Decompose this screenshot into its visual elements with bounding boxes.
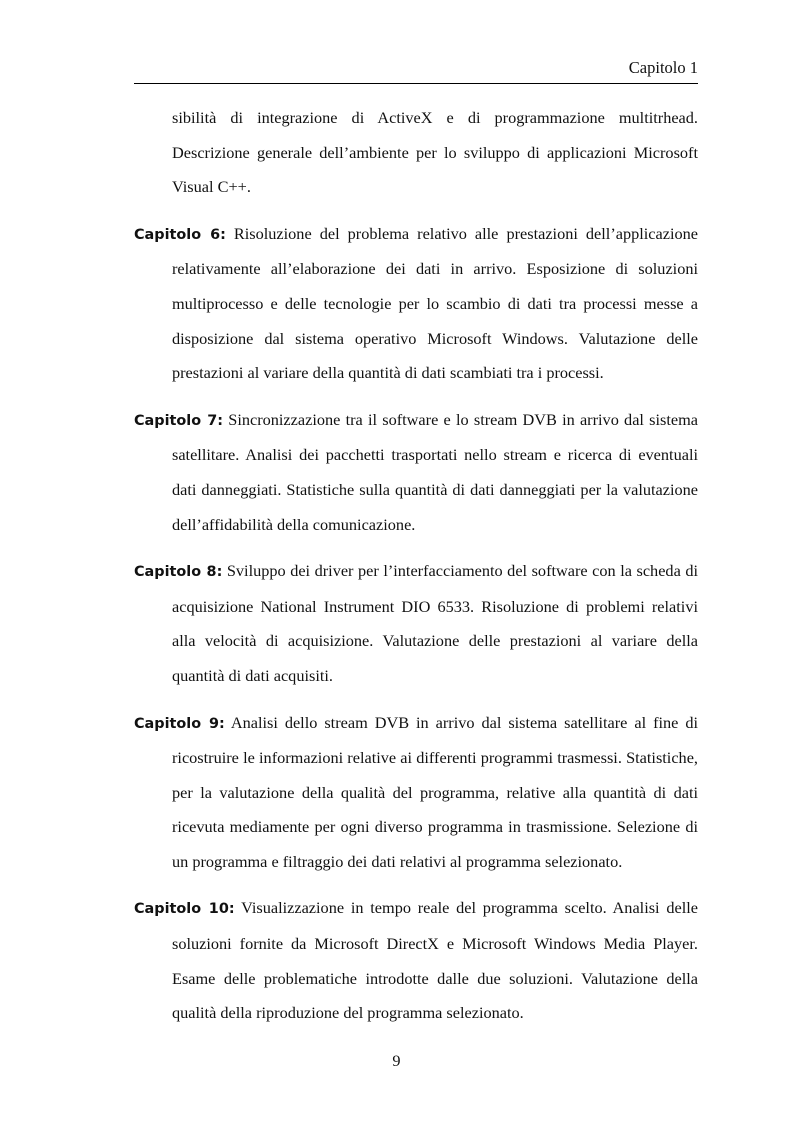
- chapter-label: Capitolo 10:: [134, 901, 235, 918]
- chapter-entry: [134, 554, 698, 693]
- chapter-entry: [134, 891, 698, 1030]
- chapter-description: Sincronizzazione tra il software e lo stream DVB in arrivo dal sistema satellitare. Analisi dei pacchetti trasportati nello stream e ricerca di eventuali dati danneggiati. Statistiche sulla quantità di dati danneggiati per la valutazione dell’affidabilità della comunicazione.: [172, 409, 699, 534]
- page-body: [134, 101, 698, 1043]
- chapter-label: Capitolo 9:: [134, 715, 225, 732]
- chapter-description: Sviluppo dei driver per l’interfacciamento del software con la scheda di acquisizione National Instrument DIO 6533. Risoluzione di problemi relativi alla velocità di acquisizione. Valutazione delle prestazioni al variare della quantità di dati acquisiti.: [172, 561, 698, 685]
- running-header: [134, 58, 698, 84]
- chapter-label: Capitolo 8:: [134, 564, 223, 581]
- chapter-entry: [134, 403, 698, 542]
- chapter-entry: [134, 217, 698, 391]
- chapter-label: Capitolo 6:: [134, 226, 226, 243]
- page-number: 9: [392, 1051, 401, 1070]
- chapter-description: Risoluzione del problema relativo alle prestazioni dell’applicazione relativamente all’elaborazione dei dati in arrivo. Esposizione di soluzioni multiprocesso e delle tecnologie per lo scambio di dati tra processi messe a disposizione dal sistema operativo Microsoft Windows. Valutazione delle prestazioni al variare della quantità di dati scambiati tra i processi.: [172, 223, 699, 383]
- header-title: Capitolo 1: [628, 58, 698, 77]
- chapter-label: Capitolo 7:: [134, 412, 224, 429]
- continuation-paragraph: sibilità di integrazione di ActiveX e di programmazione multitrhead. Descrizione generale dell’ambiente per lo sviluppo di applicazioni Microsoft Visual C++.: [172, 108, 698, 197]
- chapter-description: Visualizzazione in tempo reale del programma scelto. Analisi delle soluzioni fornite da Microsoft DirectX e Microsoft Windows Media Player. Esame delle problematiche introdotte dalle due soluzioni. Valutazione della qualità della riproduzione del programma selezionato.: [172, 898, 698, 1023]
- chapter-entry: [134, 706, 698, 880]
- chapter-description: Analisi dello stream DVB in arrivo dal sistema satellitare al fine di ricostruire le informazioni relative ai differenti programmi trasmessi. Statistiche, per la valutazione della qualità del programma, relative alla quantità di dati ricevuta mediamente per ogni diverso programma in trasmissione. Selezione di un programma e filtraggio dei dati relativi al programma selezionato.: [172, 712, 699, 871]
- header-rule: [134, 83, 698, 84]
